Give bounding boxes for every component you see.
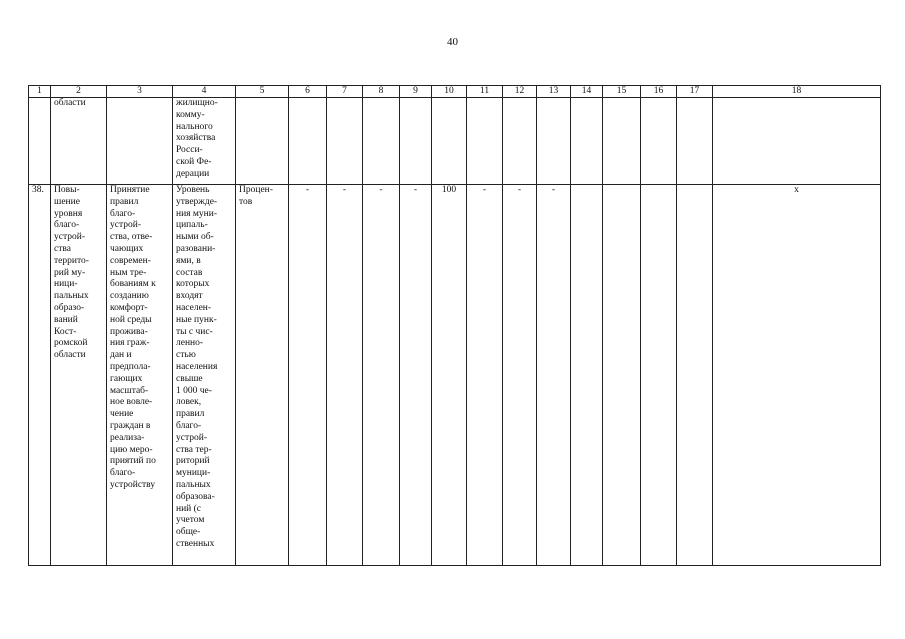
table-cell	[432, 98, 467, 185]
header-cell: 5	[236, 86, 289, 98]
header-cell: 14	[571, 86, 603, 98]
value-cell: -	[289, 185, 327, 566]
value-cell	[641, 185, 677, 566]
table-cell	[236, 98, 289, 185]
table-row	[29, 185, 881, 566]
value-cell: -	[327, 185, 363, 566]
page-number: 40	[447, 36, 458, 48]
header-cell: 10	[432, 86, 467, 98]
table-row	[29, 98, 881, 185]
row-number-cell: 38.	[29, 185, 51, 566]
task-cell	[107, 98, 173, 185]
table-cell	[289, 98, 327, 185]
table-cell	[713, 98, 881, 185]
header-cell: 12	[503, 86, 537, 98]
header-cell: 9	[400, 86, 432, 98]
value-cell: -	[400, 185, 432, 566]
table-cell	[467, 98, 503, 185]
value-cell	[603, 185, 641, 566]
header-cell: 17	[677, 86, 713, 98]
indicator-table	[28, 85, 881, 566]
header-cell: 18	[713, 86, 881, 98]
value-cell: -	[467, 185, 503, 566]
table-cell	[571, 98, 603, 185]
indicator-cell: жилищно- комму- нального хозяйства Росси- ской Фе- дерации	[173, 98, 236, 185]
table-cell	[677, 98, 713, 185]
header-cell: 3	[107, 86, 173, 98]
task-cell: Принятие правил благо- устрой- ства, отве- чающих современ- ным тре- бованиям к созданию комфорт- ной среды прожива- ния граж- дан и предпола- гающих масштаб- ное вовле- чение граждан в реализа- цию меро- приятий по благо- устройству	[107, 185, 173, 566]
note-cell: х	[713, 185, 881, 566]
table-cell	[503, 98, 537, 185]
row-number-cell	[29, 98, 51, 185]
unit-cell: Процен- тов	[236, 185, 289, 566]
value-cell: -	[503, 185, 537, 566]
header-cell: 13	[537, 86, 571, 98]
header-cell: 1	[29, 86, 51, 98]
value-cell: -	[537, 185, 571, 566]
value-cell: -	[363, 185, 400, 566]
table-header-row	[29, 86, 881, 98]
header-cell: 8	[363, 86, 400, 98]
value-cell	[571, 185, 603, 566]
value-cell: 100	[432, 185, 467, 566]
header-cell: 2	[51, 86, 107, 98]
table-cell	[641, 98, 677, 185]
header-cell: 6	[289, 86, 327, 98]
table-cell	[363, 98, 400, 185]
header-cell: 15	[603, 86, 641, 98]
goal-cell: области	[51, 98, 107, 185]
header-cell: 4	[173, 86, 236, 98]
header-cell: 16	[641, 86, 677, 98]
goal-cell: Повы- шение уровня благо- устрой- ства террито- рий му- ници- пальных образо- ваний Кост- ромской области	[51, 185, 107, 566]
table-cell	[603, 98, 641, 185]
table-cell	[537, 98, 571, 185]
table-cell	[327, 98, 363, 185]
header-cell: 7	[327, 86, 363, 98]
table-cell	[400, 98, 432, 185]
indicator-cell: Уровень утвержде- ния муни- ципаль- ными об- разовани- ями, в состав которых входят населен- ные пунк- ты с чис- ленно- стью населения свыше 1 000 че- ловек, правил благо- устрой- ства тер- риторий муници- пальных образова- ний (с учетом обще- ственных	[173, 185, 236, 566]
value-cell	[677, 185, 713, 566]
header-cell: 11	[467, 86, 503, 98]
